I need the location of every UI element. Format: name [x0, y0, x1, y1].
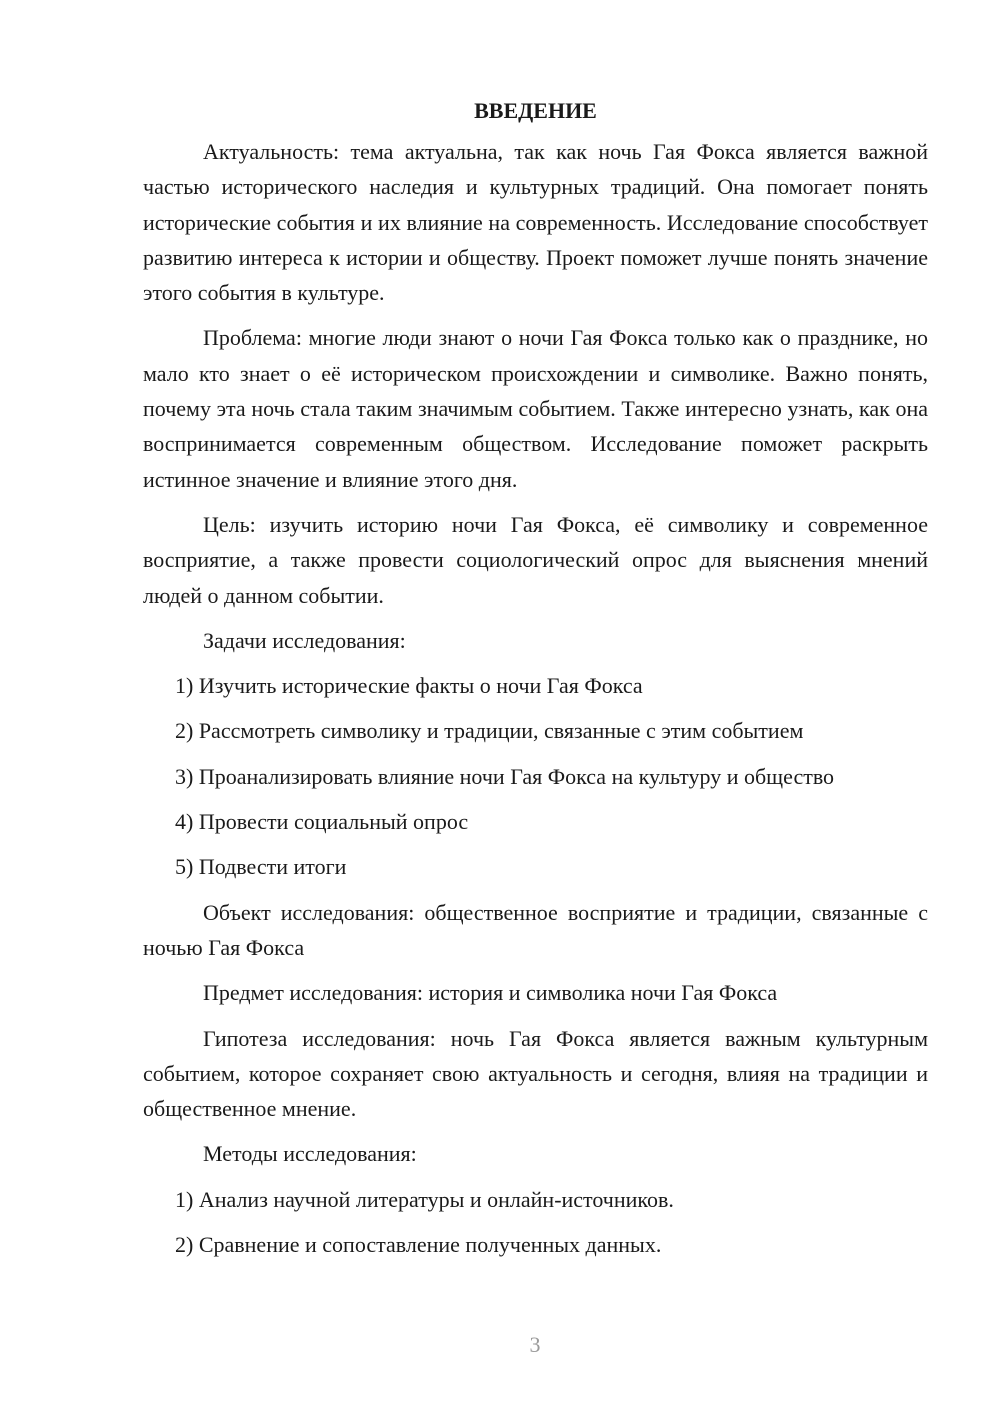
methods-title: Методы исследования:: [203, 1141, 417, 1167]
subject-paragraph: Предмет исследования: история и символика ночи Гая Фокса: [203, 980, 778, 1006]
document-page: [143, 88, 928, 1272]
goal-paragraph: Цель: изучить историю ночи Гая Фокса, её символику и современное восприятие, а также провести социологический опрос для выяснения мнений людей о данном событии.: [143, 511, 928, 608]
task-item-2: 2) Рассмотреть символику и традиции, связанные с этим событием: [175, 718, 804, 744]
object-paragraph: Объект исследования: общественное восприятие и традиции, связанные с ночью Гая Фокса: [143, 899, 928, 960]
task-item-3: 3) Проанализировать влияние ночи Гая Фокса на культуру и общество: [175, 763, 835, 789]
task-item-5: 5) Подвести итоги: [175, 854, 347, 880]
hypothesis-paragraph: Гипотеза исследования: ночь Гая Фокса является важным культурным событием, которое сохраняет свою актуальность и сегодня, влияя на традиции и общественное мнение.: [143, 1025, 928, 1122]
method-item-1: 1) Анализ научной литературы и онлайн-источников.: [175, 1186, 674, 1212]
relevance-paragraph: Актуальность: тема актуальна, так как ночь Гая Фокса является важной частью исторического наследия и культурных традиций. Она помогает понять исторические события и их влияние на современность. Исследование способствует развитию интереса к истории и обществу. Проект поможет лучше понять значение этого события в культуре.: [143, 139, 928, 306]
task-item-4: 4) Провести социальный опрос: [175, 809, 469, 835]
task-item-1: 1) Изучить исторические факты о ночи Гая Фокса: [175, 673, 643, 699]
method-item-2: 2) Сравнение и сопоставление полученных данных.: [175, 1232, 662, 1258]
page-number: 3: [529, 1332, 541, 1357]
tasks-title: Задачи исследования:: [203, 627, 406, 653]
problem-paragraph: Проблема: многие люди знают о ночи Гая Фокса только как о празднике, но мало кто знает о её историческом происхождении и символике. Важно понять, почему эта ночь стала таким значимым событием. Также интересно узнать, как она воспринимается современным обществом. Исследование поможет раскрыть истинное значение и влияние этого дня.: [143, 325, 928, 492]
section-heading: ВВЕДЕНИЕ: [474, 98, 597, 123]
